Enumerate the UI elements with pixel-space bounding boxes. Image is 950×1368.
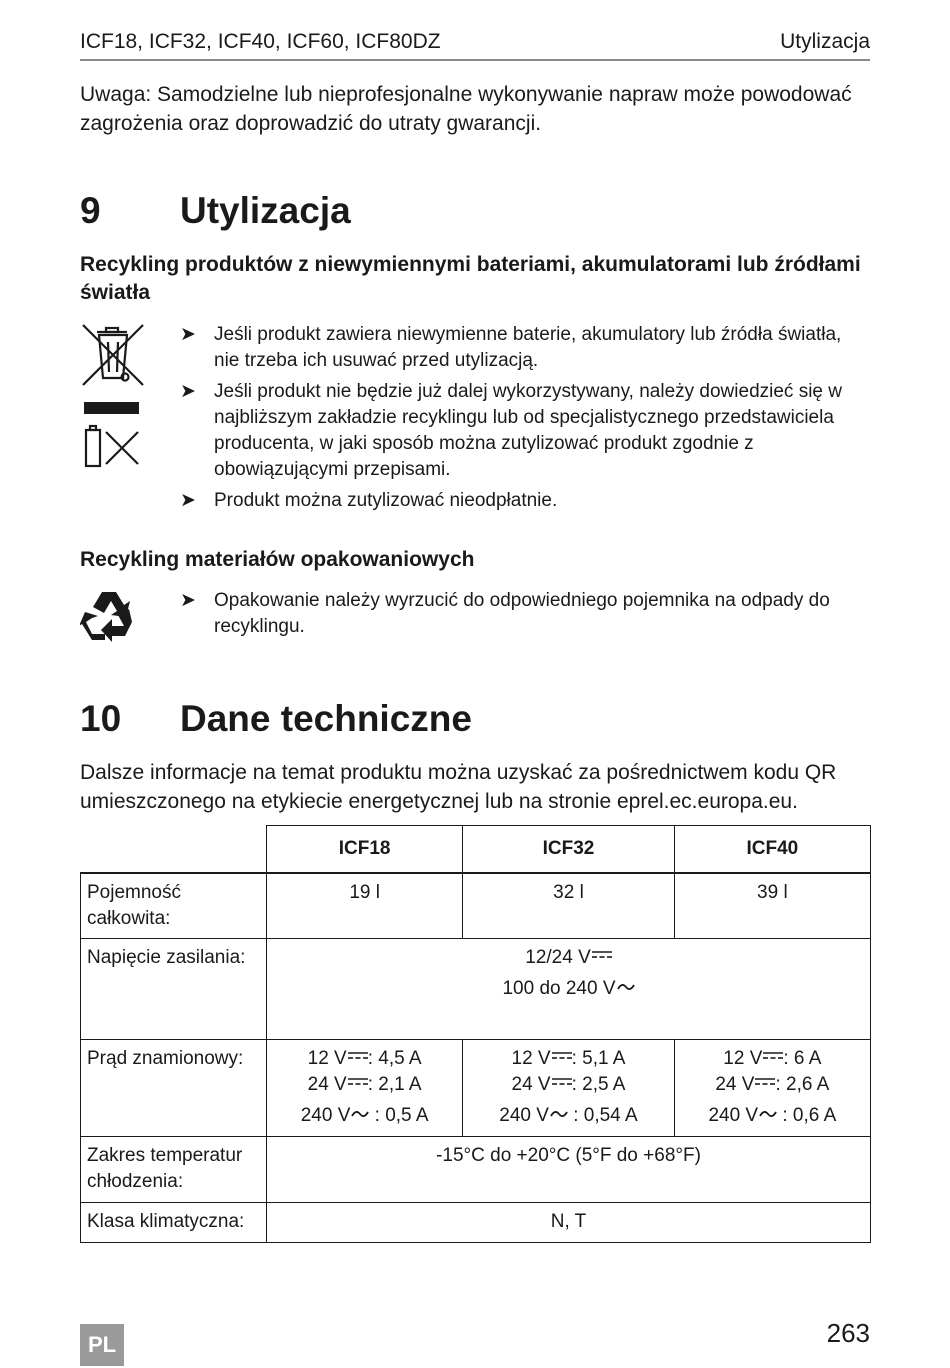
current-ac240-label: 240 V xyxy=(708,1105,759,1126)
arrow-icon: ➤ xyxy=(180,590,196,611)
list-item xyxy=(180,588,870,640)
ac-symbol-icon xyxy=(759,1109,777,1119)
list-item xyxy=(180,488,870,514)
climate-value: N, T xyxy=(267,1203,871,1243)
temperature-value: -15°C do +20°C (5°F do +68°F) xyxy=(267,1137,871,1203)
current-dc24-label: 24 V xyxy=(307,1074,347,1095)
dc-symbol-icon xyxy=(348,1077,368,1087)
technical-data-intro: Dalsze informacje na temat produktu można uzyskać za pośrednictwem kodu QR umieszczonego na etykiecie energetycznej lub na stronie eprel.ec.europa.eu. xyxy=(80,761,837,813)
row-label-current: Prąd znamionowy: xyxy=(81,1040,267,1137)
section-10-number: 10 xyxy=(80,698,122,739)
current-dc12-value: : 6 A xyxy=(783,1048,822,1069)
ac-symbol-icon xyxy=(351,1109,369,1119)
list-item-text: Jeśli produkt zawiera niewymienne baterie, akumulatory lub źródła światła, nie trzeba ich usuwać przed utylizacją. xyxy=(214,324,842,371)
dc-symbol-icon xyxy=(763,1051,783,1061)
row-label-temperature: Zakres temperatur chłodzenia: xyxy=(81,1137,267,1203)
current-dc24-value: : 2,1 A xyxy=(367,1074,422,1095)
dc-symbol-icon xyxy=(552,1077,572,1087)
current-dc12-label: 12 V xyxy=(307,1048,347,1069)
packaging-bullet-list xyxy=(180,588,870,645)
header-divider xyxy=(80,59,870,61)
recycling-icon xyxy=(80,588,138,644)
list-item-text: Opakowanie należy wyrzucić do odpowiedniego pojemnika na odpady do recyklingu. xyxy=(214,590,830,637)
warning-note: Uwaga: Samodzielne lub nieprofesjonalne wykonywanie napraw może powodować zagrożenia oraz doprowadzić do utraty gwarancji. xyxy=(80,83,852,135)
current-icf40 xyxy=(674,1040,870,1137)
batteries-bullet-list xyxy=(180,322,870,519)
header-models: ICF18, ICF32, ICF40, ICF60, ICF80DZ xyxy=(80,30,441,53)
voltage-dc: 12/24 V xyxy=(525,947,591,968)
column-header-icf32: ICF32 xyxy=(463,826,674,874)
row-label-capacity: Pojemność całkowita: xyxy=(81,873,267,939)
capacity-icf40: 39 l xyxy=(674,873,870,939)
table-header-empty xyxy=(81,826,267,874)
current-ac240-label: 240 V xyxy=(499,1105,549,1126)
current-dc12-label: 12 V xyxy=(511,1048,551,1069)
arrow-icon: ➤ xyxy=(180,490,196,511)
list-item xyxy=(180,322,870,374)
arrow-icon: ➤ xyxy=(180,381,196,402)
crossed-bin-icon xyxy=(80,322,146,388)
column-header-icf40: ICF40 xyxy=(674,826,870,874)
current-icf18 xyxy=(267,1040,463,1137)
black-bar-icon xyxy=(84,402,139,414)
list-item-text: Produkt można zutylizować nieodpłatnie. xyxy=(214,490,558,511)
list-item xyxy=(180,379,870,483)
voltage-value xyxy=(267,939,871,1040)
current-dc24-value: : 2,6 A xyxy=(775,1074,830,1095)
table-row xyxy=(81,1203,871,1243)
current-dc12-label: 12 V xyxy=(723,1048,763,1069)
section-9-title: Utylizacja xyxy=(180,190,351,231)
list-item-text: Jeśli produkt nie będzie już dalej wykorzystywany, należy dowiedzieć się w najbliższym zakładzie recyklingu lub od specjalistycznego przedstawiciela producenta, w jaki sposób można zutylizować produkt zgodnie z obowiązującymi przepisami. xyxy=(214,381,842,480)
language-badge: PL xyxy=(80,1324,124,1366)
technical-data-table xyxy=(80,825,871,1243)
table-header-row xyxy=(81,826,871,874)
row-label-voltage: Napięcie zasilania: xyxy=(81,939,267,1040)
table-row xyxy=(81,1040,871,1137)
page-number: 263 xyxy=(826,1318,870,1348)
current-dc24-value: : 2,5 A xyxy=(571,1074,626,1095)
subsection-packaging-heading: Recykling materiałów opakowaniowych xyxy=(80,548,475,571)
current-icf32 xyxy=(463,1040,674,1137)
section-9-number: 9 xyxy=(80,190,101,231)
dc-symbol-icon xyxy=(755,1077,775,1087)
ac-symbol-icon xyxy=(550,1109,568,1119)
table-row xyxy=(81,939,871,1040)
row-label-climate: Klasa klimatyczna: xyxy=(81,1203,267,1243)
current-dc12-value: : 4,5 A xyxy=(367,1048,422,1069)
capacity-icf18: 19 l xyxy=(267,873,463,939)
arrow-icon: ➤ xyxy=(180,324,196,345)
dc-symbol-icon xyxy=(348,1051,368,1061)
section-10-title: Dane techniczne xyxy=(180,698,472,739)
current-ac240-label: 240 V xyxy=(300,1105,351,1126)
dc-symbol-icon xyxy=(552,1051,572,1061)
current-ac240-value: : 0,5 A xyxy=(369,1105,429,1126)
crossed-battery-icon xyxy=(82,424,142,470)
table-row xyxy=(81,873,871,939)
header-section: Utylizacja xyxy=(780,30,870,53)
subsection-batteries-heading: Recykling produktów z niewymiennymi bateriami, akumulatorami lub źródłami światła xyxy=(80,253,861,304)
current-dc24-label: 24 V xyxy=(715,1074,755,1095)
table-row xyxy=(81,1137,871,1203)
capacity-icf32: 32 l xyxy=(463,873,674,939)
current-dc12-value: : 5,1 A xyxy=(571,1048,626,1069)
current-dc24-label: 24 V xyxy=(511,1074,551,1095)
current-ac240-value: : 0,6 A xyxy=(777,1105,837,1126)
ac-symbol-icon xyxy=(617,982,635,992)
voltage-ac: 100 do 240 V xyxy=(502,978,616,999)
column-header-icf18: ICF18 xyxy=(267,826,463,874)
dc-symbol-icon xyxy=(592,950,612,960)
current-ac240-value: : 0,54 A xyxy=(567,1105,638,1126)
